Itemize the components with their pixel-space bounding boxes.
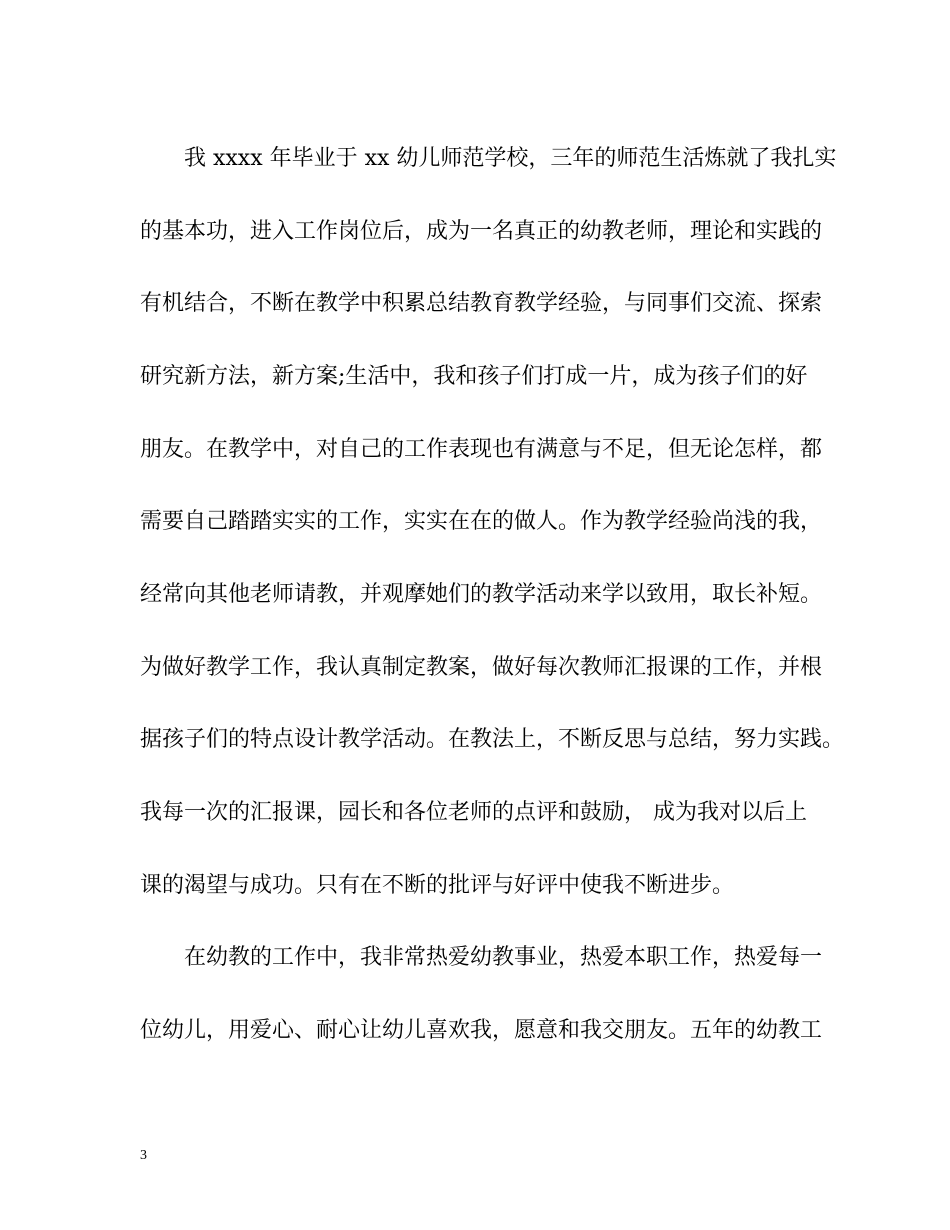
- text-line-6: 需要自己踏踏实实的工作，实实在在的做人。作为教学经验尚浅的我，: [140, 509, 823, 534]
- text-line-5: 朋友。在教学中，对自己的工作表现也有满意与不足，但无论怎样，都: [140, 437, 823, 462]
- text-line-11: 课的渴望与成功。只有在不断的批评与好评中使我不断进步。: [140, 873, 735, 898]
- text-line-12: 在幼教的工作中，我非常热爱幼教事业，热爱本职工作，热爱每一: [184, 945, 823, 970]
- text-line-9: 据孩子们的特点设计教学活动。在教法上，不断反思与总结，努力实践。: [140, 727, 845, 752]
- text-line-13: 位幼儿，用爱心、耐心让幼儿喜欢我，愿意和我交朋友。五年的幼教工: [140, 1018, 823, 1043]
- text-line-4: 研究新方法，新方案;生活中，我和孩子们打成一片，成为孩子们的好: [140, 364, 808, 389]
- page-number: 3: [140, 1148, 147, 1163]
- text-line-1: 我 xxxx 年毕业于 xx 幼儿师范学校，三年的师范生活炼就了我扎实: [184, 146, 837, 171]
- text-line-7: 经常向其他老师请教，并观摩她们的教学活动来学以致用，取长补短。: [140, 582, 823, 607]
- text-line-8: 为做好教学工作，我认真制定教案，做好每次教师汇报课的工作，并根: [140, 655, 823, 680]
- text-line-10: 我每一次的汇报课，园长和各位老师的点评和鼓励， 成为我对以后上: [140, 800, 807, 825]
- text-line-3: 有机结合，不断在教学中积累总结教育教学经验，与同事们交流、探索: [140, 291, 823, 316]
- text-line-2: 的基本功，进入工作岗位后，成为一名真正的幼教老师，理论和实践的: [140, 219, 823, 244]
